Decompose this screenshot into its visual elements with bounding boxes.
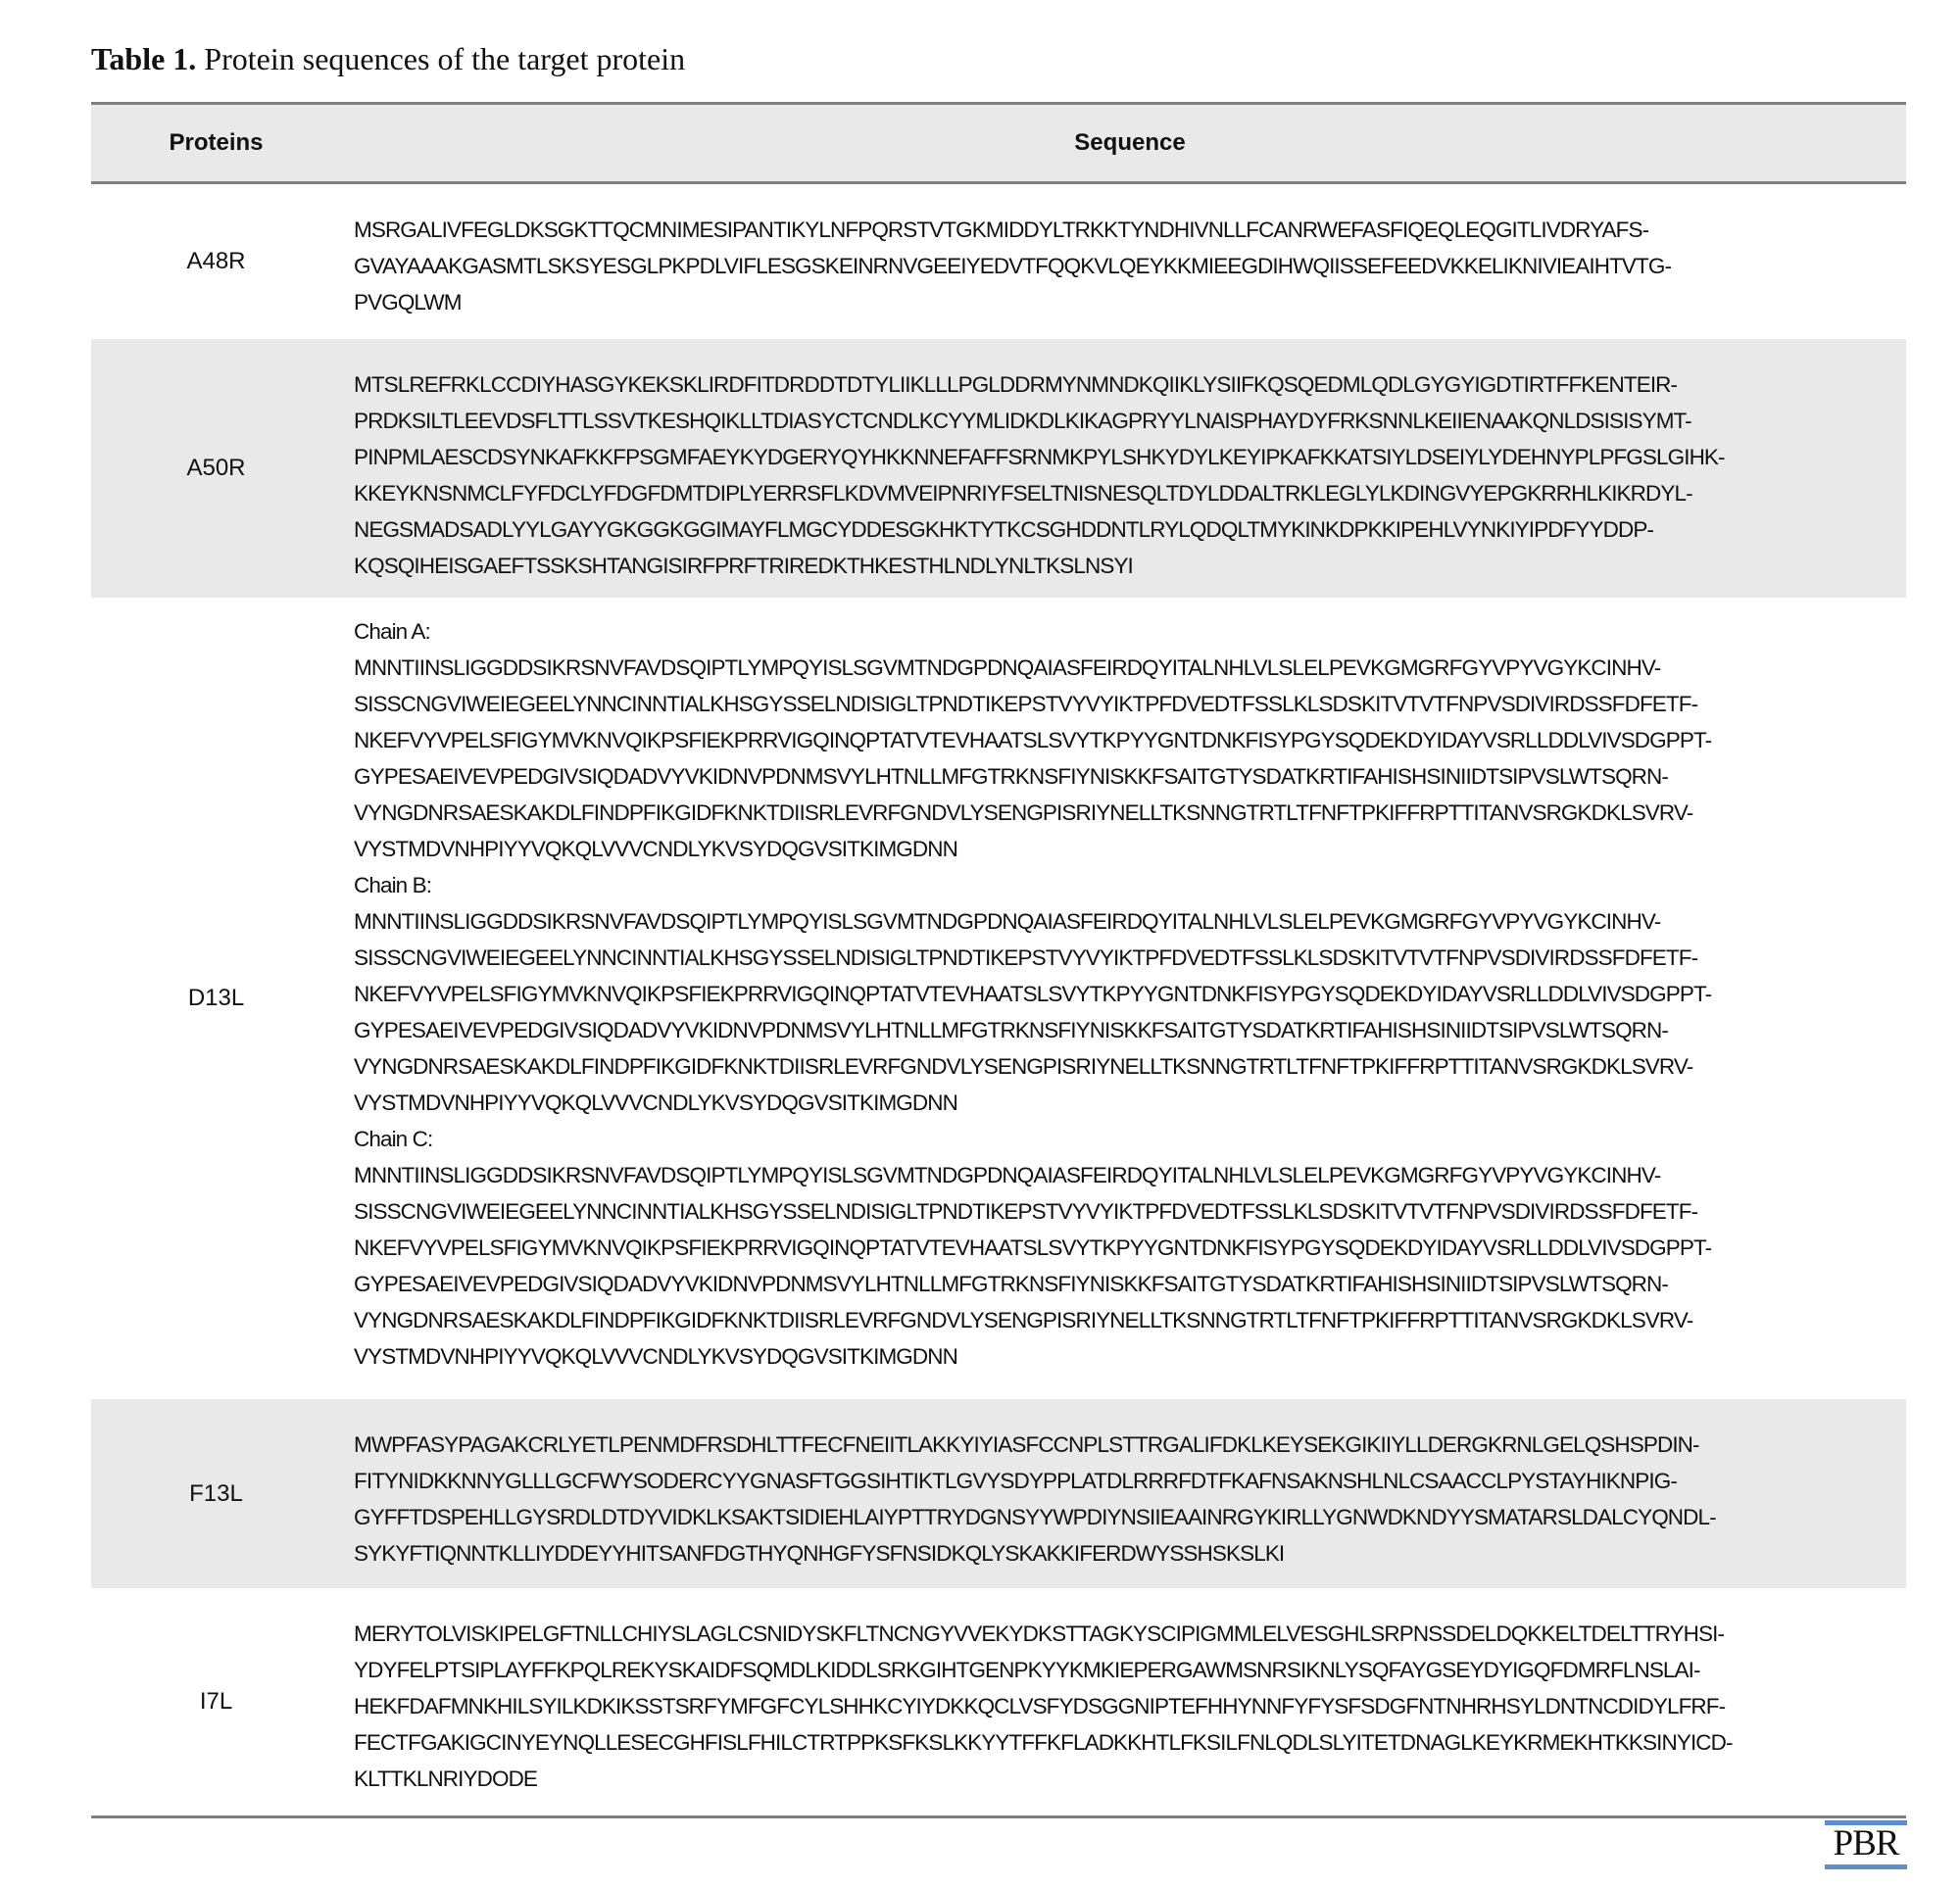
table-row-a48r — [91, 184, 1906, 339]
sequence-cell — [354, 1588, 1883, 1824]
sequence-cell — [354, 1399, 1883, 1599]
sequence-cell — [354, 339, 1883, 611]
sequence-line: VYNGDNRSAESKAKDLFINDPFIKGIDFKNKTDIISRLEVRFGNDVLYSENGPISRIYNELLTKSNNGTRTLTFNFTPKIFFRPTTITANVSRGKDKLSVRV- — [354, 800, 1693, 825]
chain-label: Chain C: — [354, 1127, 433, 1151]
sequence-line: MTSLREFRKLCCDIYHASGYKEKSKLIRDFITDRDDTDTYLIIKLLLPGLDDRMYNMNDKQIIKLYSIIFKQSQEDMLQDLGYGYIGDTIRTFFKENTEIR- — [354, 372, 1678, 397]
sequence-line: GYPESAEIVEVPEDGIVSIQDADVYVKIDNVPDNMSVYLHTNLLMFGTRKNSFIYNISKKFSAITGTYSDATKRTIFAHISHSINIIDTSIPVSLWTSQRN- — [354, 1272, 1668, 1296]
table-row-f13l — [91, 1399, 1906, 1588]
sequence-line: MSRGALIVFEGLDKSGKTTQCMNIMESIPANTIKYLNFPQRSTVTGKMIDDYLTRKKTYNDHIVNLLFCANRWEFASFIQEQLEQGITLIVDRYAFS- — [354, 218, 1649, 242]
sequence-line: PINPMLAESCDSYNKAFKKFPSGMFAEYKYDGERYQYHKKNNEFAFFSRNMKPYLSHKYDYLKEYIPKAFKKATSIYLDSEIYLYDEHNYPLPFGSLGIHK- — [354, 445, 1725, 469]
sequence-line: NKEFVYVPELSFIGYMVKNVQIKPSFIEKPRRVIGQINQPTATVTEVHAATSLSVYTKPYYGNTDNKFISYPGYSQDEKDYIDAYVSRLLDDLVIVSDGPPT- — [354, 728, 1712, 752]
sequence-line: VYSTMDVNHPIYYVQKQLVVVCNDLYKVSYDQGVSITKIMGDNN — [354, 1090, 957, 1115]
protein-name: I7L — [199, 1688, 233, 1715]
sequence-line: SYKYFTIQNNTKLLIYDDEYYHITSANFDGTHYQNHGFYSFNSIDKQLYSKAKKIFERDWYSSHSKSLKI — [354, 1541, 1285, 1566]
sequence-line: MNNTIINSLIGGDDSIKRSNVFAVDSQIPTLYMPQYISLSGVMTNDGPDNQAIASFEIRDQYITALNHLVLSLELPEVKGMGRFGYVPYVGYKCINHV- — [354, 655, 1661, 680]
sequence-line: KLTTKLNRIYDODE — [354, 1766, 538, 1791]
table-header-row — [91, 105, 1906, 181]
protein-sequence-table — [91, 102, 1906, 1818]
sequence-line: MNNTIINSLIGGDDSIKRSNVFAVDSQIPTLYMPQYISLSGVMTNDGPDNQAIASFEIRDQYITALNHLVLSLELPEVKGMGRFGYVPYVGYKCINHV- — [354, 1163, 1661, 1187]
sequence-line: VYNGDNRSAESKAKDLFINDPFIKGIDFKNKTDIISRLEVRFGNDVLYSENGPISRIYNELLTKSNNGTRTLTFNFTPKIFFRPTTITANVSRGKDKLSVRV- — [354, 1054, 1693, 1079]
sequence-line: GVAYAAAKGASMTLSKSYESGLPKPDLVIFLESGSKEINRNVGEEIYEDVTFQQKVLQEYKKMIEEGDIHWQIISSEFEEDVKKELIKNIVIEAIHTVTG- — [354, 254, 1672, 278]
protein-name: F13L — [189, 1479, 243, 1507]
sequence-line: NKEFVYVPELSFIGYMVKNVQIKPSFIEKPRRVIGQINQPTATVTEVHAATSLSVYTKPYYGNTDNKFISYPGYSQDEKDYIDAYVSRLLDDLVIVSDGPPT- — [354, 982, 1712, 1006]
chain-label: Chain A: — [354, 619, 430, 644]
logo-bottom-bar — [1825, 1864, 1907, 1869]
sequence-line: MNNTIINSLIGGDDSIKRSNVFAVDSQIPTLYMPQYISLSGVMTNDGPDNQAIASFEIRDQYITALNHLVLSLELPEVKGMGRFGYVPYVGYKCINHV- — [354, 909, 1661, 934]
protein-name: A48R — [186, 248, 246, 274]
sequence-line: SISSCNGVIWEIEGEELYNNCINNTIALKHSGYSSELNDISIGLTPNDTIKEPSTVYVYIKTPFDVEDTFSSLKLSDSKITVTVTFNPVSDIVIRDSSFDFETF- — [354, 692, 1698, 716]
sequence-cell — [354, 184, 1883, 348]
sequence-line: GYPESAEIVEVPEDGIVSIQDADVYVKIDNVPDNMSVYLHTNLLMFGTRKNSFIYNISKKFSAITGTYSDATKRTIFAHISHSINIIDTSIPVSLWTSQRN- — [354, 764, 1668, 789]
header-sequence: Sequence — [1074, 129, 1186, 156]
table-caption-text: Protein sequences of the target protein — [204, 41, 686, 76]
sequence-line: YDYFELPTSIPLAYFFKPQLREKYSKAIDFSQMDLKIDDLSRKGIHTGENPKYYKMKIEPERGAWMSNRSIKNLYSQFAYGSEYDYIGQFDMRFLNSLAI- — [354, 1658, 1700, 1682]
sequence-line: GYPESAEIVEVPEDGIVSIQDADVYVKIDNVPDNMSVYLHTNLLMFGTRKNSFIYNISKKFSAITGTYSDATKRTIFAHISHSINIIDTSIPVSLWTSQRN- — [354, 1018, 1668, 1042]
sequence-line: PRDKSILTLEEVDSFLTTLSSVTKESHQIKLLTDIASYCTCNDLKCYYMLIDKDLKIKAGPRYYLNAISPHAYDYFRKSNNLKEIIENAAKQNLDSISISYMT- — [354, 409, 1691, 433]
protein-name: D13L — [187, 985, 245, 1011]
protein-name: A50R — [186, 455, 246, 481]
sequence-line: GYFFTDSPEHLLGYSRDLDTDYVIDKLKSAKTSIDIEHLAIYPTTRYDGNSYYWPDIYNSIIEAAINRGYKIRLLYGNWDKNDYYSMATARSLDALCYQNDL- — [354, 1505, 1716, 1529]
pbr-logo — [1825, 1820, 1907, 1871]
sequence-line: FECTFGAKIGCINYEYNQLLESECGHFISLFHILCTRTPPKSFKSLKKYYTFFKFLADKKHTLFKSILFNLQDLSLYITETDNAGLKEYKRMEKHTKKSINYICD- — [354, 1730, 1733, 1755]
sequence-line: MWPFASYPAGAKCRLYETLPENMDFRSDHLTTFECFNEIITLAKKYIYIASFCCNPLSTTRGALIFDKLKEYSEKGIKIIYLLDERGKRNLGELQSHSPDIN- — [354, 1432, 1699, 1457]
sequence-line: KQSQIHEISGAEFTSSKSHTANGISIRFPRFTRIREDKTHKESTHLNDLYNLTKSLNSYI — [354, 554, 1133, 578]
sequence-line: SISSCNGVIWEIEGEELYNNCINNTIALKHSGYSSELNDISIGLTPNDTIKEPSTVYVYIKTPFDVEDTFSSLKLSDSKITVTVTFNPVSDIVIRDSSFDFETF- — [354, 945, 1698, 970]
sequence-line: FITYNIDKKNNYGLLLGCFWYSODERCYYGNASFTGGSIHTIKTLGVYSDYPPLATDLRRRFDTFKAFNSAKNSHLNLCSAACCLPYSTAYHIKNPIG- — [354, 1469, 1677, 1493]
sequence-line: MERYTOLVISKIPELGFTNLLCHIYSLAGLCSNIDYSKFLTNCNGYVVEKYDKSTTAGKYSCIPIGMMLELVESGHLSRPNSSDELDQKKELTDELTTRYHSI- — [354, 1621, 1725, 1646]
sequence-line: VYSTMDVNHPIYYVQKQLVVVCNDLYKVSYDQGVSITKIMGDNN — [354, 1344, 957, 1369]
table-row-i7l — [91, 1588, 1906, 1815]
header-proteins: Proteins — [169, 129, 264, 156]
logo-text: PBR — [1833, 1823, 1899, 1863]
sequence-line: HEKFDAFMNKHILSYILKDKIKSSTSRFYMFGFCYLSHHKCYIYDKKQCLVSFYDSGGNIPTEFHHYNNFYFYSFSDGFNTNHRHSYLDNTNCDIDYLFRF- — [354, 1694, 1726, 1718]
chain-label: Chain B: — [354, 873, 432, 897]
sequence-line: VYNGDNRSAESKAKDLFINDPFIKGIDFKNKTDIISRLEVRFGNDVLYSENGPISRIYNELLTKSNNGTRTLTFNFTPKIFFRPTTITANVSRGKDKLSVRV- — [354, 1308, 1693, 1332]
sequence-line: KKEYKNSNMCLFYFDCLYFDGFDMTDIPLYERRSFLKDVMVEIPNRIYFSELTNISNESQLTDYLDDALTRKLEGLYLKDINGVYEPGKRRHLKIKRDYL- — [354, 481, 1692, 506]
sequence-line: PVGQLWM — [354, 290, 462, 314]
table-row-a50r — [91, 339, 1906, 598]
sequence-line: VYSTMDVNHPIYYVQKQLVVVCNDLYKVSYDQGVSITKIMGDNN — [354, 837, 957, 861]
table-row-d13l — [91, 598, 1906, 1399]
table-caption-label: Table 1. — [91, 41, 197, 76]
sequence-line: NEGSMADSADLYYLGAYYGKGGKGGIMAYFLMGCYDDESGKHKTYTKCSGHDDNTLRYLQDQLTMYKINKDPKKIPEHLVYNKIYIPDFYYDDP- — [354, 517, 1654, 542]
sequence-cell — [354, 598, 1883, 1402]
sequence-line: SISSCNGVIWEIEGEELYNNCINNTIALKHSGYSSELNDISIGLTPNDTIKEPSTVYVYIKTPFDVEDTFSSLKLSDSKITVTVTFNPVSDIVIRDSSFDFETF- — [354, 1199, 1698, 1224]
table-caption — [91, 41, 685, 77]
sequence-line: NKEFVYVPELSFIGYMVKNVQIKPSFIEKPRRVIGQINQPTATVTEVHAATSLSVYTKPYYGNTDNKFISYPGYSQDEKDYIDAYVSRLLDDLVIVSDGPPT- — [354, 1235, 1712, 1260]
